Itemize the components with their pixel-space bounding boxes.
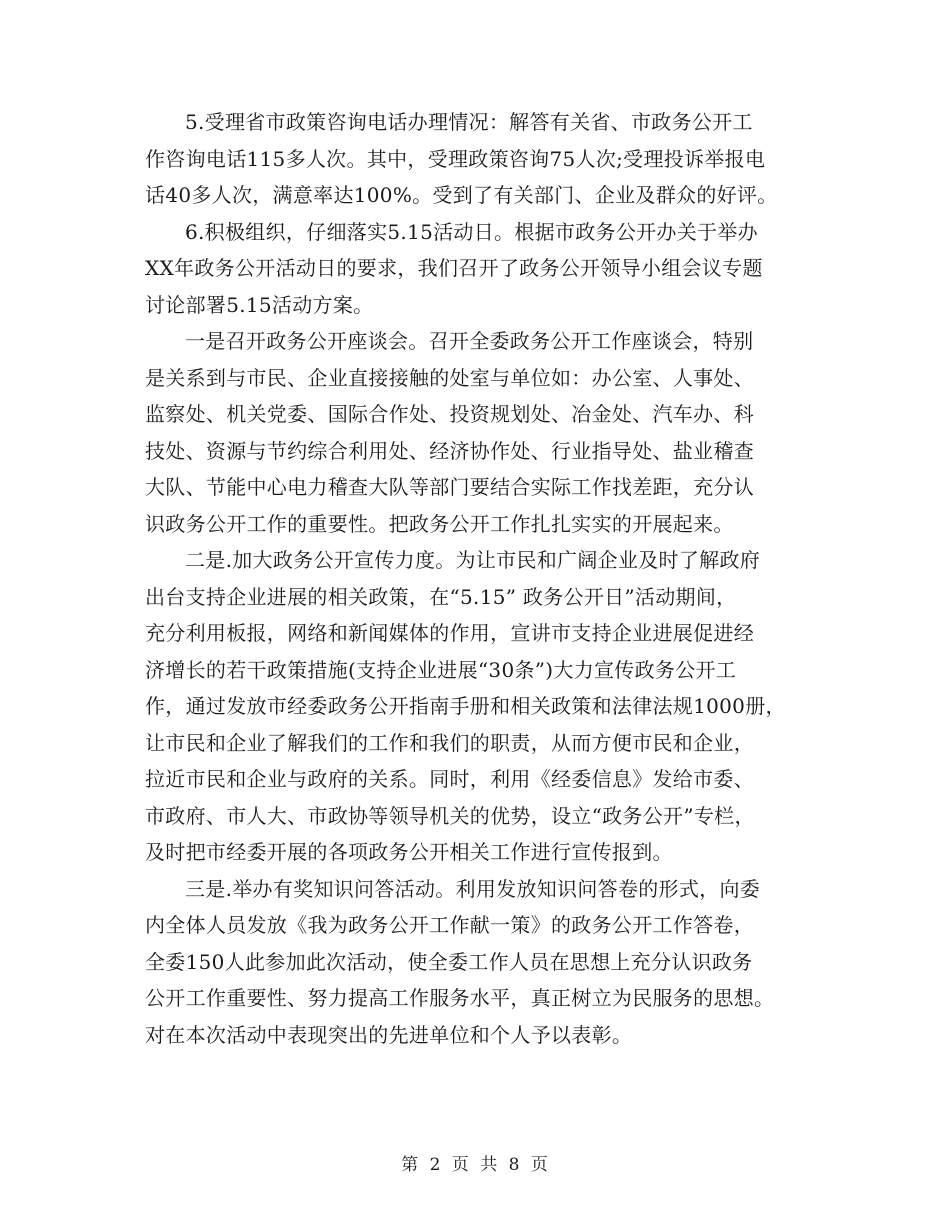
- text-line: 识政务公开工作的重要性。把政务公开工作扎扎实实的开展起来。: [145, 511, 734, 536]
- paragraph-point-2: [145, 542, 810, 871]
- text-line: 全委150人此参加此次活动，使全委工作人员在思想上充分认识政务: [145, 949, 753, 974]
- text-line: 话40多人次，满意率达100%。受到了有关部门、企业及群众的好评。: [145, 183, 778, 207]
- text-line: 技处、资源与节约综合利用处、经济协作处、行业指导处、盐业稽查: [145, 438, 754, 463]
- text-line: 作咨询电话115多人次。其中，受理政策咨询75人次;受理投诉举报电: [145, 146, 766, 171]
- text-line: 二是.加大政务公开宣传力度。为让市民和广阔企业及时了解政府: [185, 548, 761, 572]
- footer-label-ye-2: 页: [530, 1155, 549, 1175]
- text-line: 作，通过发放市经委政务公开指南手册和相关政策和法律法规1000册，: [145, 694, 786, 718]
- text-line: 对在本次活动中表现突出的先进单位和个人予以表彰。: [145, 1022, 633, 1047]
- text-line: 大队、节能中心电力稽查大队等部门要结合实际工作找差距，充分认: [145, 475, 754, 499]
- text-line: 让市民和企业了解我们的工作和我们的职责，从而方便市民和企业，: [145, 730, 754, 755]
- text-line: 监察处、机关党委、国际合作处、投资规划处、冶金处、汽车办、科: [145, 402, 754, 426]
- text-line: 三是.举办有奖知识问答活动。利用发放知识问答卷的形式，向委: [185, 876, 761, 901]
- text-line: 充分利用板报，网络和新闻媒体的作用，宣讲市支持企业进展促进经: [145, 621, 754, 645]
- paragraph-item-5: [145, 104, 810, 214]
- text-line: 讨论部署5.15活动方案。: [145, 292, 374, 317]
- text-line: 5.受理省市政策咨询电话办理情况：解答有关省、市政务公开工: [185, 110, 753, 134]
- text-line: 6.积极组织，仔细落实5.15活动日。根据市政务公开办关于举办: [185, 219, 758, 244]
- text-line: 一是召开政务公开座谈会。召开全委政务公开工作座谈会，特别: [185, 329, 754, 353]
- footer-label-gong: 共: [480, 1155, 499, 1175]
- total-page-number: 8: [508, 1155, 521, 1175]
- page-footer: [0, 1150, 950, 1175]
- text-line: 拉近市民和企业与政府的关系。同时，利用《经委信息》发给市委、: [145, 767, 754, 791]
- text-line: 公开工作重要性、努力提高工作服务水平，真正树立为民服务的思想。: [145, 986, 775, 1010]
- footer-label-di: 第: [401, 1155, 420, 1175]
- text-line: XX年政务公开活动日的要求，我们召开了政务公开领导小组会议专题: [145, 256, 763, 280]
- paragraph-point-3: [145, 871, 810, 1054]
- footer-label-ye: 页: [451, 1155, 470, 1175]
- text-line: 是关系到与市民、企业直接接触的处室与单位如：办公室、人事处、: [145, 365, 754, 390]
- text-line: 内全体人员发放《我为政务公开工作献一策》的政务公开工作答卷，: [145, 913, 754, 937]
- paragraph-item-6: [145, 214, 810, 324]
- text-line: 济增长的若干政策措施(支持企业进展“30条”)大力宣传政务公开工: [145, 657, 737, 682]
- document-body: [145, 104, 810, 1053]
- text-line: 市政府、市人大、市政协等领导机关的优势，设立“政务公开”专栏，: [145, 803, 755, 828]
- text-line: 出台支持企业进展的相关政策，在“5.15” 政务公开日”活动期间，: [145, 584, 737, 609]
- text-line: 及时把市经委开展的各项政务公开相关工作进行宣传报到。: [145, 840, 673, 864]
- current-page-number: 2: [429, 1155, 442, 1175]
- paragraph-point-1: [145, 323, 810, 542]
